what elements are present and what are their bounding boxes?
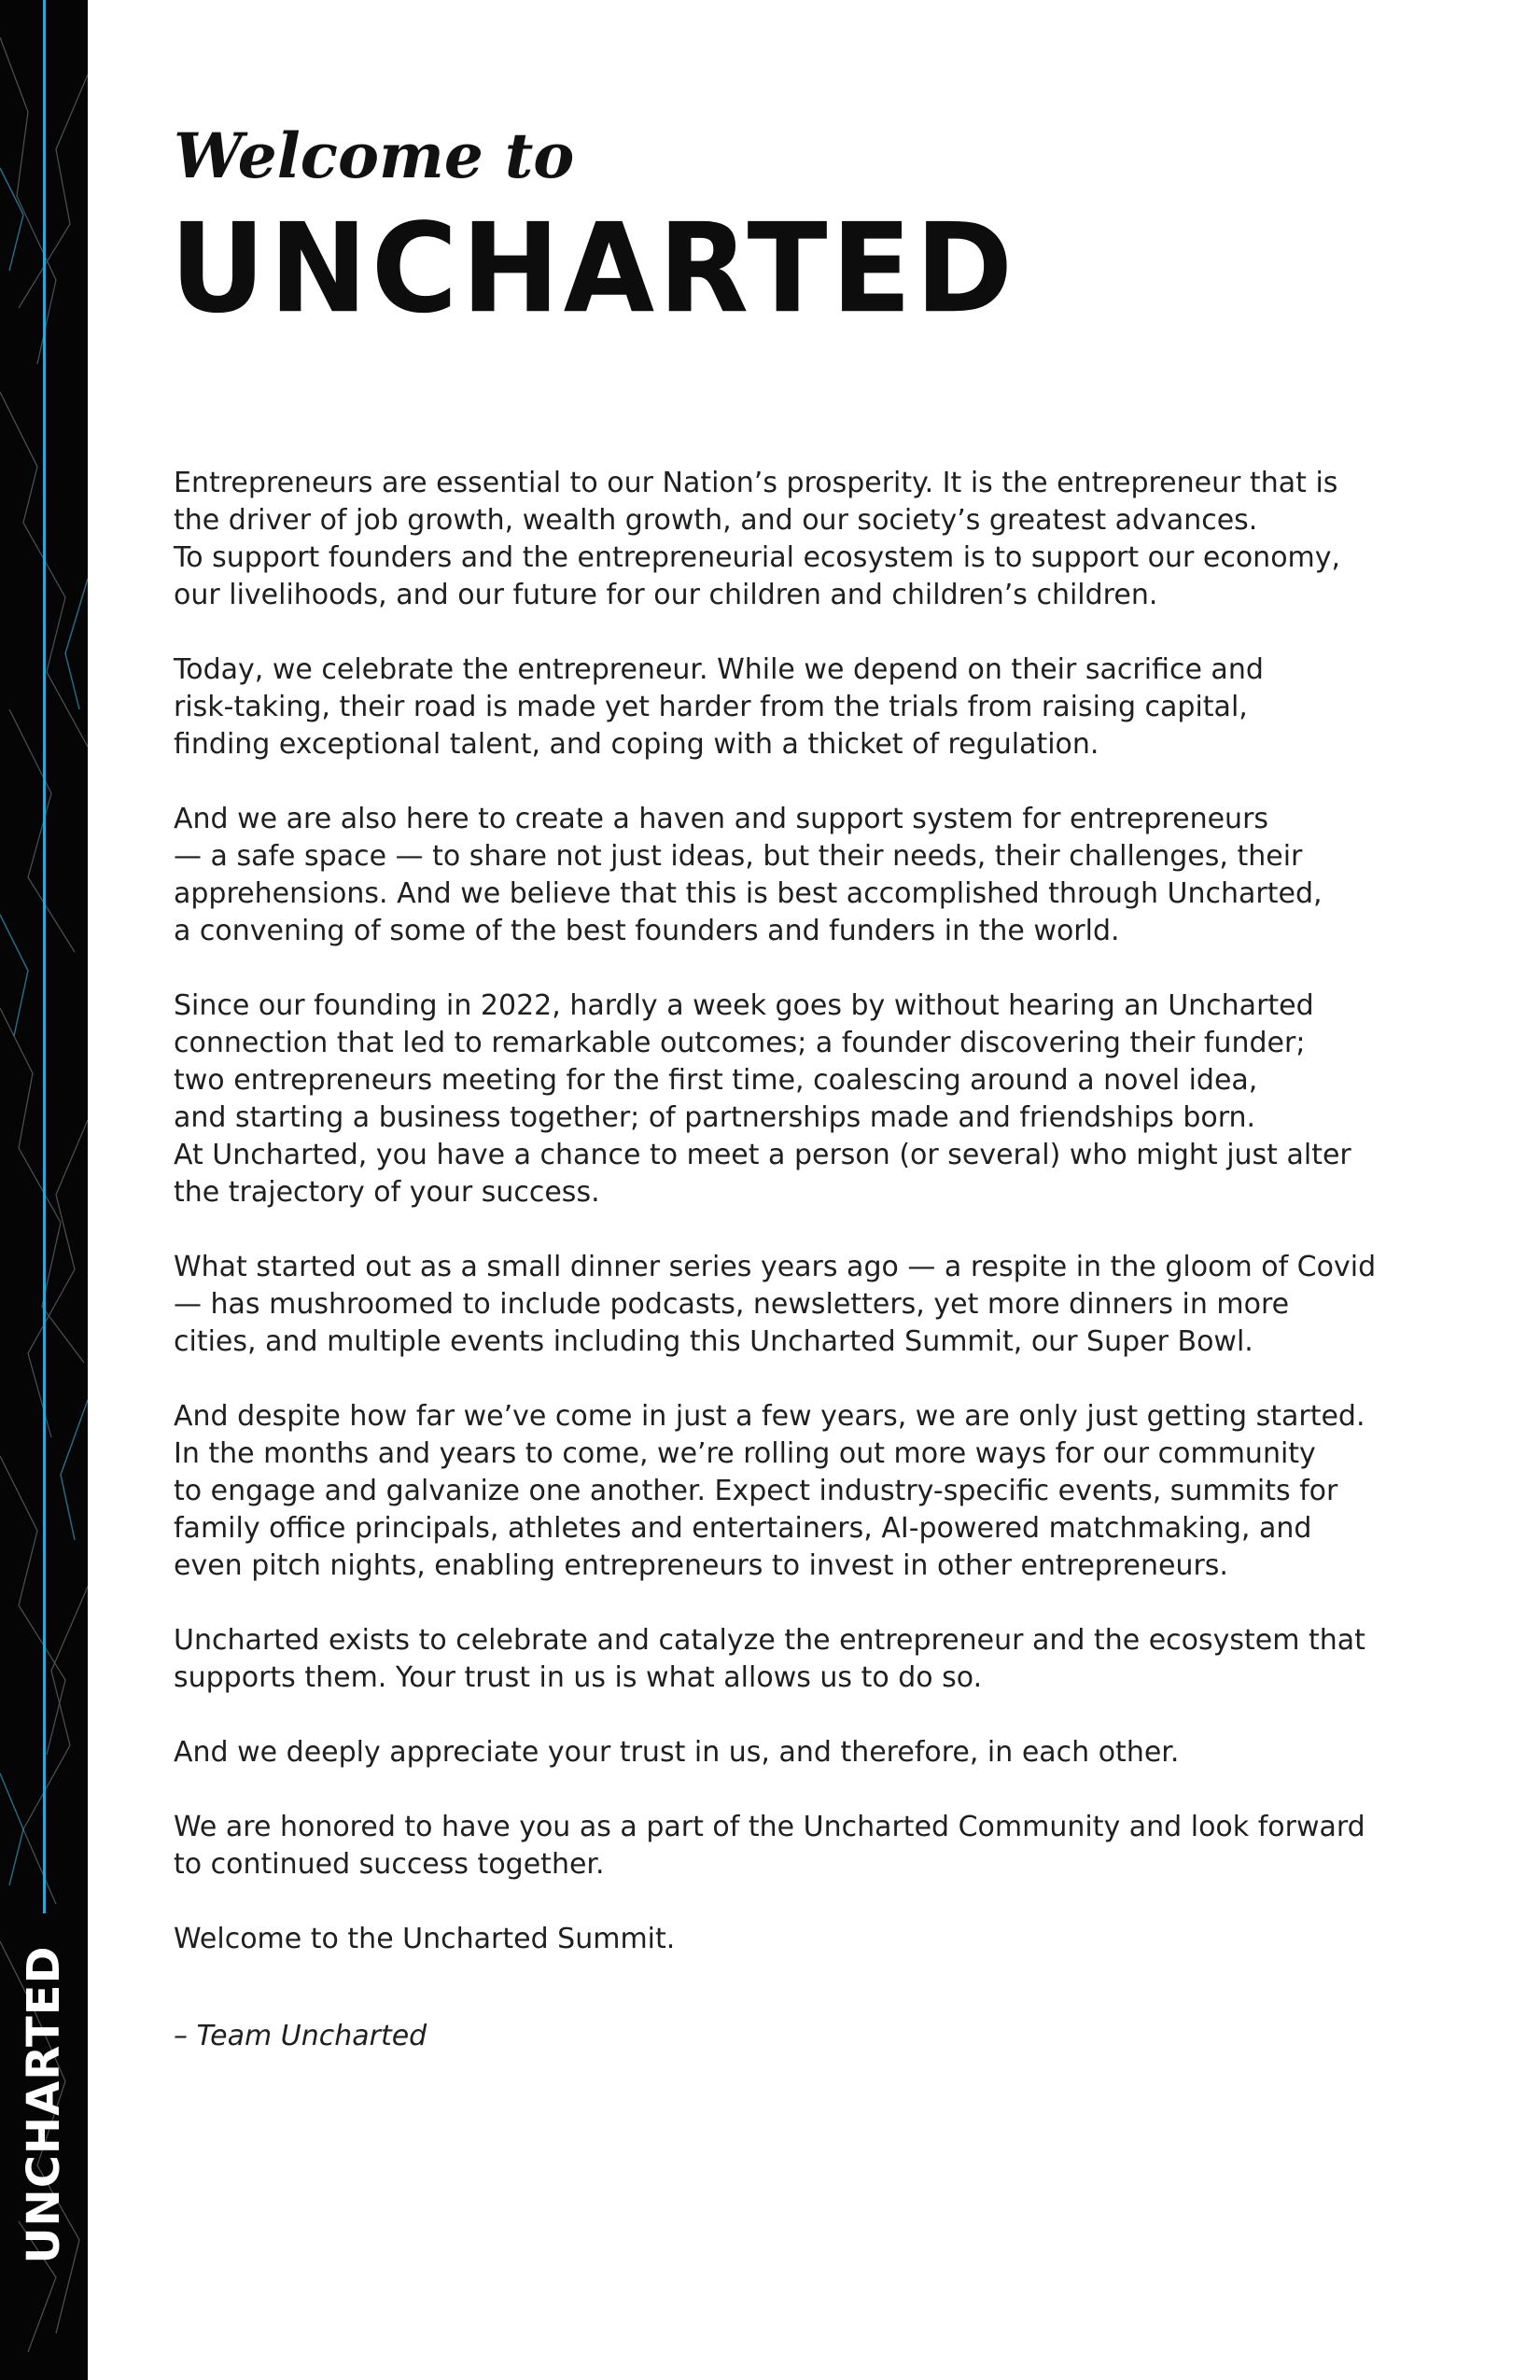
paragraph: Welcome to the Uncharted Summit. [174, 1923, 676, 1955]
paragraph: Entrepreneurs are essential to our Nation’s prosperity. It is the entrepreneur that is the driver of job growth, wealth growth, and our society’s greatest advances. To support founders and the entrepreneurial ecosystem is to support our economy, our livelihoods, and our future for our children and children’s children. [174, 467, 1341, 611]
paragraph: We are honored to have you as a part of the Uncharted Community and look forward to continued success together. [174, 1811, 1365, 1881]
paragraph: Uncharted exists to celebrate and catalyze the entrepreneur and the ecosystem that supports them. Your trust in us is what allows us to do so. [174, 1624, 1365, 1694]
paragraph: What started out as a small dinner series years ago — a respite in the gloom of Covid — has mushroomed to include podcasts, newsletters, yet more dinners in more cities, and multiple events including this Uncharted Summit, our Super Bowl. [174, 1251, 1377, 1358]
sidebar-accent-line [43, 0, 46, 1913]
signoff: – Team Uncharted [174, 2020, 427, 2052]
paragraph: And we deeply appreciate your trust in us, and therefore, in each other. [174, 1736, 1180, 1769]
page-title: UNCHARTED [170, 196, 1017, 341]
paragraph: And we are also here to create a haven and support system for entrepreneurs — a safe space — to share not just ideas, but their needs, their challenges, their apprehensions. And we believe that this is best accomplished through Uncharted, a convening of some of the best founders and funders in the world. [174, 803, 1323, 947]
welcome-heading: Welcome to [174, 119, 575, 192]
paragraph: And despite how far we’ve come in just a few years, we are only just getting started. In the months and years to come, we’re rolling out more ways for our community to engage and galvanize one another. Expect industry-specific events, summits for family office principals, athletes and entertainers, AI-powered matchmaking, and even pitch nights, enabling entrepreneurs to invest in other entrepreneurs. [174, 1400, 1365, 1582]
sidebar-marble-band [0, 0, 88, 2380]
paragraph: Since our founding in 2022, hardly a week goes by without hearing an Uncharted connection that led to remarkable outcomes; a founder discovering their funder; two entrepreneurs meeting for the first time, coalescing around a novel idea, and starting a business together; of partnerships made and friendships born. At Uncharted, you have a chance to meet a person (or several) who might just alter the trajectory of your success. [174, 989, 1351, 1209]
paragraph: Today, we celebrate the entrepreneur. While we depend on their sacrifice and risk-taking, their road is made yet harder from the trials from raising capital, finding exceptional talent, and coping with a thicket of regulation. [174, 653, 1264, 761]
letter-body [174, 465, 1415, 2055]
sidebar-logo: UNCHARTED [18, 1945, 70, 2264]
